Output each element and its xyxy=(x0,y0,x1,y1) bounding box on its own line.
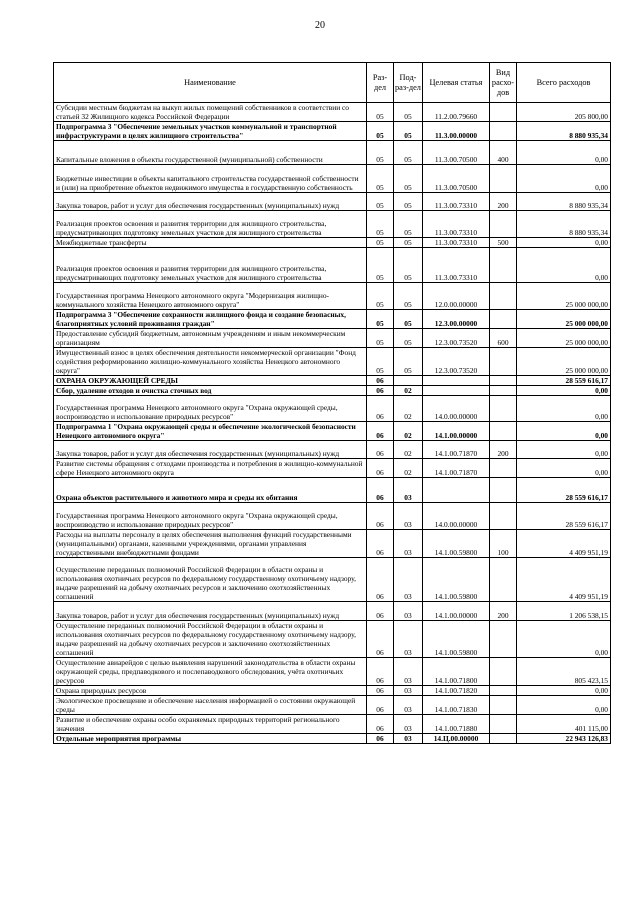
row-section: 06 xyxy=(367,686,394,696)
row-name: Отдельные мероприятия программы xyxy=(54,734,367,744)
row-section: 06 xyxy=(367,696,394,715)
row-name: Предоставление субсидий бюджетным, автономным учреждениям и иным некоммерческим организациям xyxy=(54,329,367,348)
row-total: 0,00 xyxy=(517,141,611,165)
row-total: 0,00 xyxy=(517,248,611,283)
table-row xyxy=(54,122,611,141)
row-target-code: 14.1.00.71830 xyxy=(423,696,490,715)
table-row xyxy=(54,686,611,696)
row-expense-type xyxy=(490,386,517,396)
row-section: 06 xyxy=(367,734,394,744)
row-name: Государственная программа Ненецкого автономного округа "Охрана окружающей среды, воспроизводство и использование природных ресурсов" xyxy=(54,396,367,422)
row-name: Субсидии местным бюджетам на выкуп жилых помещений собственников в соответствии со статьей 32 Жилищного кодекса Российской Федерации xyxy=(54,103,367,122)
row-expense-type xyxy=(490,715,517,734)
row-subsection: 02 xyxy=(394,386,423,396)
row-subsection: 03 xyxy=(394,478,423,503)
row-target-code: 14.1.00.71820 xyxy=(423,686,490,696)
row-subsection: 03 xyxy=(394,658,423,686)
row-target-code: 12.3.00.00000 xyxy=(423,310,490,329)
row-section: 05 xyxy=(367,211,394,238)
row-target-code xyxy=(423,386,490,396)
row-section: 05 xyxy=(367,283,394,310)
row-target-code xyxy=(423,376,490,386)
row-name: Государственная программа Ненецкого автономного округа "Модернизация жилищно-коммунального хозяйства Ненецкого автономного округа" xyxy=(54,283,367,310)
row-name: Охрана объектов растительного и животного мира и среды их обитания xyxy=(54,478,367,503)
row-expense-type xyxy=(490,478,517,503)
row-expense-type xyxy=(490,658,517,686)
row-subsection: 03 xyxy=(394,696,423,715)
table-row xyxy=(54,558,611,602)
table-row xyxy=(54,503,611,530)
row-name: Подпрограмма 3 "Обеспечение земельных участков коммунальной и транспортной инфраструктурами в целях жилищного строительства" xyxy=(54,122,367,141)
row-total: 805 423,15 xyxy=(517,658,611,686)
row-section: 06 xyxy=(367,530,394,558)
row-target-code: 14.1.00.00000 xyxy=(423,422,490,441)
row-total: 0,00 xyxy=(517,696,611,715)
table-row xyxy=(54,386,611,396)
row-section: 05 xyxy=(367,141,394,165)
row-target-code: 11.3.00.73310 xyxy=(423,248,490,283)
row-total: 4 409 951,19 xyxy=(517,558,611,602)
row-expense-type xyxy=(490,696,517,715)
row-total: 25 000 000,00 xyxy=(517,310,611,329)
row-name: Развитие и обеспечение охраны особо охраняемых природных территорий регионального значения xyxy=(54,715,367,734)
row-name: Межбюджетные трансферты xyxy=(54,238,367,248)
row-subsection: 05 xyxy=(394,122,423,141)
row-subsection: 02 xyxy=(394,422,423,441)
row-target-code: 14.1.00.59800 xyxy=(423,558,490,602)
row-expense-type xyxy=(490,503,517,530)
row-expense-type xyxy=(490,459,517,478)
row-target-code: 14.1.00.71870 xyxy=(423,459,490,478)
column-header-target: Целевая статья xyxy=(423,63,490,103)
page-number: 20 xyxy=(315,20,325,31)
row-expense-type: 600 xyxy=(490,329,517,348)
row-total: 4 409 951,19 xyxy=(517,530,611,558)
row-subsection: 05 xyxy=(394,165,423,193)
table-row xyxy=(54,193,611,211)
row-subsection: 03 xyxy=(394,602,423,621)
row-target-code: 11.3.00.70500 xyxy=(423,165,490,193)
table-row xyxy=(54,141,611,165)
row-section: 05 xyxy=(367,238,394,248)
table-row xyxy=(54,734,611,744)
row-name: Подпрограмма 1 "Охрана окружающей среды и обеспечение экологической безопасности Ненецкого автономного округа" xyxy=(54,422,367,441)
row-section: 05 xyxy=(367,248,394,283)
row-name: Закупка товаров, работ и услуг для обеспечения государственных (муниципальных) нужд xyxy=(54,602,367,621)
table-row xyxy=(54,715,611,734)
table-row xyxy=(54,211,611,238)
row-expense-type xyxy=(490,686,517,696)
row-name: Охрана природных ресурсов xyxy=(54,686,367,696)
row-subsection: 03 xyxy=(394,503,423,530)
row-total: 28 559 616,17 xyxy=(517,478,611,503)
row-section: 05 xyxy=(367,165,394,193)
column-header-section: Раз-дел xyxy=(367,63,394,103)
table-row xyxy=(54,422,611,441)
row-section: 06 xyxy=(367,503,394,530)
row-section: 06 xyxy=(367,715,394,734)
row-section: 05 xyxy=(367,329,394,348)
row-name: Закупка товаров, работ и услуг для обеспечения государственных (муниципальных) нужд xyxy=(54,193,367,211)
row-target-code xyxy=(423,478,490,503)
row-expense-type xyxy=(490,422,517,441)
row-target-code: 11.3.00.73310 xyxy=(423,211,490,238)
row-expense-type: 200 xyxy=(490,602,517,621)
table-row xyxy=(54,696,611,715)
row-section: 06 xyxy=(367,478,394,503)
row-subsection: 05 xyxy=(394,248,423,283)
table-row xyxy=(54,441,611,459)
table-row xyxy=(54,310,611,329)
row-section: 06 xyxy=(367,621,394,658)
table-row xyxy=(54,348,611,376)
table-row xyxy=(54,165,611,193)
table-row xyxy=(54,238,611,248)
row-total: 0,00 xyxy=(517,441,611,459)
row-target-code: 14.1.00.00000 xyxy=(423,602,490,621)
row-section: 06 xyxy=(367,441,394,459)
row-expense-type: 200 xyxy=(490,441,517,459)
table-row xyxy=(54,103,611,122)
row-target-code: 14.0.00.00000 xyxy=(423,396,490,422)
row-expense-type xyxy=(490,396,517,422)
row-name: Подпрограмма 3 "Обеспечение сохранности жилищного фонда и создание безопасных, благоприятных условий проживания граждан" xyxy=(54,310,367,329)
row-name: Реализация проектов освоения и развития территории для жилищного строительства, предусматривающих подготовку земельных участков для жилищного строительства xyxy=(54,248,367,283)
row-subsection: 03 xyxy=(394,621,423,658)
row-total: 1 206 538,15 xyxy=(517,602,611,621)
row-target-code: 14.1.00.71870 xyxy=(423,441,490,459)
row-target-code: 14.1.00.71800 xyxy=(423,658,490,686)
row-total: 28 559 616,17 xyxy=(517,376,611,386)
column-header-subsection: Под-раз-дел xyxy=(394,63,423,103)
table-row xyxy=(54,329,611,348)
row-section: 06 xyxy=(367,386,394,396)
row-name: Сбор, удаление отходов и очистка сточных вод xyxy=(54,386,367,396)
row-name: Осуществление переданных полномочий Российской Федерации в области охраны и использования охотничьих ресурсов по федеральному государственному охотничьему надзору, выдаче разрешений на добычу охотничьих ресурсов и заключению охотхозяйственных соглашений xyxy=(54,558,367,602)
row-expense-type xyxy=(490,348,517,376)
row-expense-type xyxy=(490,558,517,602)
budget-table xyxy=(53,62,611,744)
column-header-name: Наименование xyxy=(54,63,367,103)
row-target-code: 14.1.00.59800 xyxy=(423,621,490,658)
row-expense-type xyxy=(490,283,517,310)
row-expense-type xyxy=(490,310,517,329)
row-target-code: 12.3.00.73520 xyxy=(423,348,490,376)
row-total: 25 000 000,00 xyxy=(517,329,611,348)
table-header xyxy=(54,63,611,103)
row-name: Закупка товаров, работ и услуг для обеспечения государственных (муниципальных) нужд xyxy=(54,441,367,459)
row-expense-type xyxy=(490,103,517,122)
row-target-code: 14.0.00.00000 xyxy=(423,503,490,530)
table-row xyxy=(54,248,611,283)
row-section: 06 xyxy=(367,558,394,602)
row-subsection: 05 xyxy=(394,103,423,122)
row-target-code: 14.1.00.71880 xyxy=(423,715,490,734)
row-name: Реализация проектов освоения и развития территории для жилищного строительства, предусматривающих подготовку земельных участков для жилищного строительства xyxy=(54,211,367,238)
column-header-expense-type: Вид расхо-дов xyxy=(490,63,517,103)
row-expense-type xyxy=(490,122,517,141)
row-subsection: 05 xyxy=(394,238,423,248)
row-total: 205 800,00 xyxy=(517,103,611,122)
row-expense-type: 200 xyxy=(490,193,517,211)
row-section: 06 xyxy=(367,459,394,478)
table-row xyxy=(54,530,611,558)
row-section: 05 xyxy=(367,348,394,376)
row-target-code: 14.1.00.59800 xyxy=(423,530,490,558)
row-total: 0,00 xyxy=(517,686,611,696)
row-name: Капитальные вложения в объекты государственной (муниципальной) собственности xyxy=(54,141,367,165)
row-total: 0,00 xyxy=(517,386,611,396)
row-expense-type: 100 xyxy=(490,530,517,558)
row-total: 8 880 935,34 xyxy=(517,193,611,211)
row-total: 25 000 000,00 xyxy=(517,348,611,376)
row-total: 8 880 935,34 xyxy=(517,122,611,141)
row-subsection: 03 xyxy=(394,558,423,602)
table-row xyxy=(54,376,611,386)
table-row xyxy=(54,621,611,658)
row-total: 0,00 xyxy=(517,459,611,478)
row-subsection xyxy=(394,376,423,386)
row-name: Осуществление авиарейдов с целью выявления нарушений законодательства в области охраны окружающей среды, предпаводкового и послепаводкового обследования, учёта охотничьих ресурсов xyxy=(54,658,367,686)
row-total: 25 000 000,00 xyxy=(517,283,611,310)
row-name: Осуществление переданных полномочий Российской Федерации в области охраны и использования охотничьих ресурсов по федеральному государственному охотничьему надзору, выдаче разрешений на добычу охотничьих ресурсов и заключению охотхозяйственных соглашений xyxy=(54,621,367,658)
row-section: 06 xyxy=(367,658,394,686)
row-name: Экологическое просвещение и обеспечение населения информацией о состоянии окружающей среды xyxy=(54,696,367,715)
row-subsection: 05 xyxy=(394,193,423,211)
row-total: 401 115,00 xyxy=(517,715,611,734)
row-subsection: 02 xyxy=(394,396,423,422)
row-expense-type xyxy=(490,621,517,658)
row-section: 06 xyxy=(367,376,394,386)
row-total: 28 559 616,17 xyxy=(517,503,611,530)
table-body xyxy=(54,103,611,744)
row-subsection: 05 xyxy=(394,141,423,165)
table-row xyxy=(54,283,611,310)
row-expense-type xyxy=(490,165,517,193)
row-target-code: 11.3.00.00000 xyxy=(423,122,490,141)
row-subsection: 02 xyxy=(394,441,423,459)
row-subsection: 03 xyxy=(394,734,423,744)
row-name: Имущественный взнос в целях обеспечения деятельности некоммерческой организации "Фонд содействия реформированию жилищно-коммунального хозяйства Ненецкого автономного округа" xyxy=(54,348,367,376)
row-target-code: 11.3.00.70500 xyxy=(423,141,490,165)
row-subsection: 05 xyxy=(394,283,423,310)
row-subsection: 05 xyxy=(394,329,423,348)
row-expense-type: 500 xyxy=(490,238,517,248)
row-subsection: 03 xyxy=(394,686,423,696)
row-section: 06 xyxy=(367,422,394,441)
row-target-code: 12.3.00.73520 xyxy=(423,329,490,348)
row-expense-type xyxy=(490,211,517,238)
row-total: 0,00 xyxy=(517,396,611,422)
row-subsection: 05 xyxy=(394,348,423,376)
row-name: ОХРАНА ОКРУЖАЮЩЕЙ СРЕДЫ xyxy=(54,376,367,386)
row-target-code: 14.Ц.00.00000 xyxy=(423,734,490,744)
row-subsection: 02 xyxy=(394,459,423,478)
row-name: Бюджетные инвестиции в объекты капитального строительства государственной собственности и (или) на приобретение объектов недвижимого имущества в государственную собственность xyxy=(54,165,367,193)
table-row xyxy=(54,602,611,621)
row-target-code: 11.3.00.73310 xyxy=(423,193,490,211)
row-target-code: 11.2.00.79660 xyxy=(423,103,490,122)
row-subsection: 05 xyxy=(394,310,423,329)
row-total: 0,00 xyxy=(517,238,611,248)
row-target-code: 12.0.00.00000 xyxy=(423,283,490,310)
row-expense-type xyxy=(490,376,517,386)
row-expense-type xyxy=(490,734,517,744)
row-section: 05 xyxy=(367,103,394,122)
row-subsection: 03 xyxy=(394,715,423,734)
column-header-total: Всего расходов xyxy=(517,63,611,103)
row-expense-type xyxy=(490,248,517,283)
row-total: 8 880 935,34 xyxy=(517,211,611,238)
row-section: 06 xyxy=(367,396,394,422)
row-subsection: 05 xyxy=(394,211,423,238)
table-row xyxy=(54,459,611,478)
row-section: 06 xyxy=(367,602,394,621)
row-section: 05 xyxy=(367,193,394,211)
table-row xyxy=(54,396,611,422)
row-section: 05 xyxy=(367,310,394,329)
row-subsection: 03 xyxy=(394,530,423,558)
row-name: Расходы на выплаты персоналу в целях обеспечения выполнения функций государственными (муниципальными) органами, казенными учреждениями, органами управления государственными внебюджетными фондами xyxy=(54,530,367,558)
row-name: Развитие системы обращения с отходами производства и потребления в жилищно-коммунальной сфере Ненецкого автономного округа xyxy=(54,459,367,478)
row-target-code: 11.3.00.73310 xyxy=(423,238,490,248)
row-total: 0,00 xyxy=(517,422,611,441)
table-row xyxy=(54,658,611,686)
row-expense-type: 400 xyxy=(490,141,517,165)
row-name: Государственная программа Ненецкого автономного округа "Охрана окружающей среды, воспроизводство и использование природных ресурсов" xyxy=(54,503,367,530)
row-section: 05 xyxy=(367,122,394,141)
row-total: 0,00 xyxy=(517,165,611,193)
table-row xyxy=(54,478,611,503)
row-total: 0,00 xyxy=(517,621,611,658)
row-total: 22 943 126,83 xyxy=(517,734,611,744)
